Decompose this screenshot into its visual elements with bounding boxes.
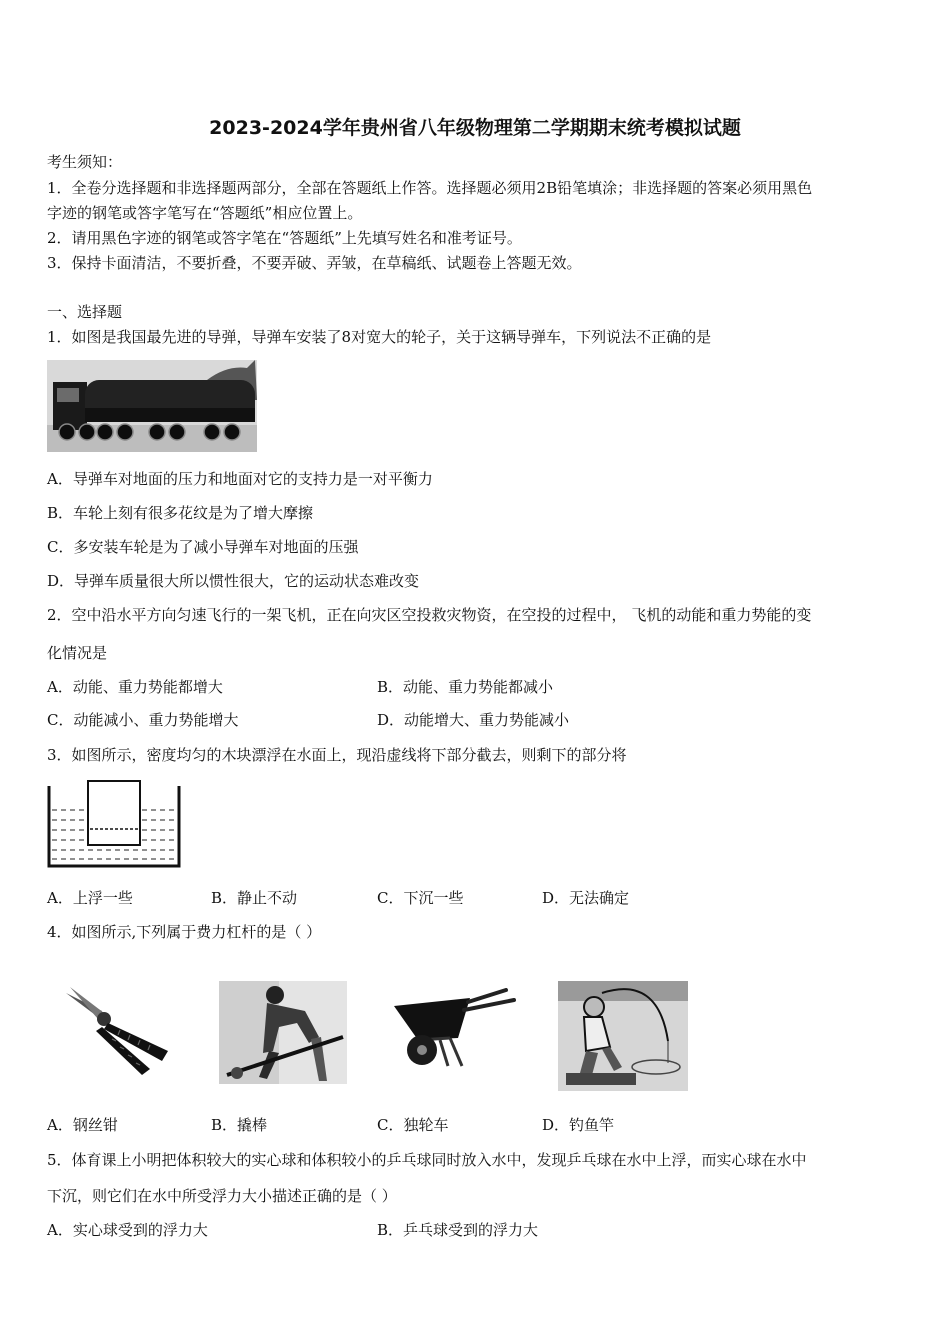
question-4-option-d: D．钓鱼竿 xyxy=(542,1116,615,1134)
pliers-image xyxy=(58,983,178,1078)
question-3-option-a: A．上浮一些 xyxy=(47,889,133,907)
wheelbarrow-image xyxy=(388,988,518,1073)
crowbar-image xyxy=(219,981,347,1084)
question-1-option-a: A．导弹车对地面的压力和地面对它的支持力是一对平衡力 xyxy=(47,470,433,488)
question-4-option-b: B．撬棒 xyxy=(211,1116,268,1134)
fishing-rod-image xyxy=(558,981,688,1091)
notice-item: 3．保持卡面清洁，不要折叠，不要弄破、弄皱，在草稿纸、试题卷上答题无效。 xyxy=(47,254,582,272)
question-5-option-b: B．乒乓球受到的浮力大 xyxy=(377,1221,539,1239)
question-2-option-c: C．动能减小、重力势能增大 xyxy=(47,711,239,729)
notice-item: 2．请用黑色字迹的钢笔或答字笔在“答题纸”上先填写姓名和准考证号。 xyxy=(47,229,522,247)
page-title: 2023-2024学年贵州省八年级物理第二学期期末统考模拟试题 xyxy=(209,117,741,139)
question-3-option-c: C．下沉一些 xyxy=(377,889,464,907)
question-3-option-b: B．静止不动 xyxy=(211,889,298,907)
question-1-option-d: D．导弹车质量很大所以惯性很大，它的运动状态难改变 xyxy=(47,572,420,590)
question-3-option-d: D．无法确定 xyxy=(542,889,630,907)
question-5-stem: 5．体育课上小明把体积较大的实心球和体积较小的乒乓球同时放入水中，发现乒乓球在水中上浮，而实心球在水中 xyxy=(47,1151,807,1169)
question-2-option-a: A．动能、重力势能都增大 xyxy=(47,678,223,696)
floating-block-diagram xyxy=(46,778,182,870)
question-1-stem: 1．如图是我国最先进的导弹，导弹车安装了8对宽大的轮子，关于这辆导弹车，下列说法不正确的是 xyxy=(47,328,712,346)
question-4-option-c: C．独轮车 xyxy=(377,1116,449,1134)
notice-item: 字迹的钢笔或答字笔写在“答题纸”相应位置上。 xyxy=(47,204,363,222)
question-1-option-b: B．车轮上刻有很多花纹是为了增大摩擦 xyxy=(47,504,314,522)
question-4-stem: 4．如图所示,下列属于费力杠杆的是（ ） xyxy=(47,923,322,941)
question-5-stem-continued: 下沉，则它们在水中所受浮力大小描述正确的是（ ） xyxy=(47,1187,397,1205)
question-1-option-c: C．多安装车轮是为了减小导弹车对地面的压强 xyxy=(47,538,359,556)
question-2-stem-continued: 化情况是 xyxy=(47,644,108,662)
question-4-option-a: A．钢丝钳 xyxy=(47,1116,118,1134)
question-3-stem: 3．如图所示，密度均匀的木块漂浮在水面上，现沿虚线将下部分截去，则剩下的部分将 xyxy=(47,746,627,764)
question-5-option-a: A．实心球受到的浮力大 xyxy=(47,1221,208,1239)
section-heading: 一、选择题 xyxy=(47,303,123,321)
notice-heading: 考生须知： xyxy=(47,153,123,171)
missile-truck-image xyxy=(47,360,257,452)
question-2-stem: 2．空中沿水平方向匀速飞行的一架飞机，正在向灾区空投救灾物资，在空投的过程中， 飞机的动能和重力势能的变 xyxy=(47,606,812,624)
notice-item: 1．全卷分选择题和非选择题两部分，全部在答题纸上作答。选择题必须用2B铅笔填涂；非选择题的答案必须用黑色 xyxy=(47,179,813,197)
question-2-option-d: D．动能增大、重力势能减小 xyxy=(377,711,570,729)
question-2-option-b: B．动能、重力势能都减小 xyxy=(377,678,554,696)
